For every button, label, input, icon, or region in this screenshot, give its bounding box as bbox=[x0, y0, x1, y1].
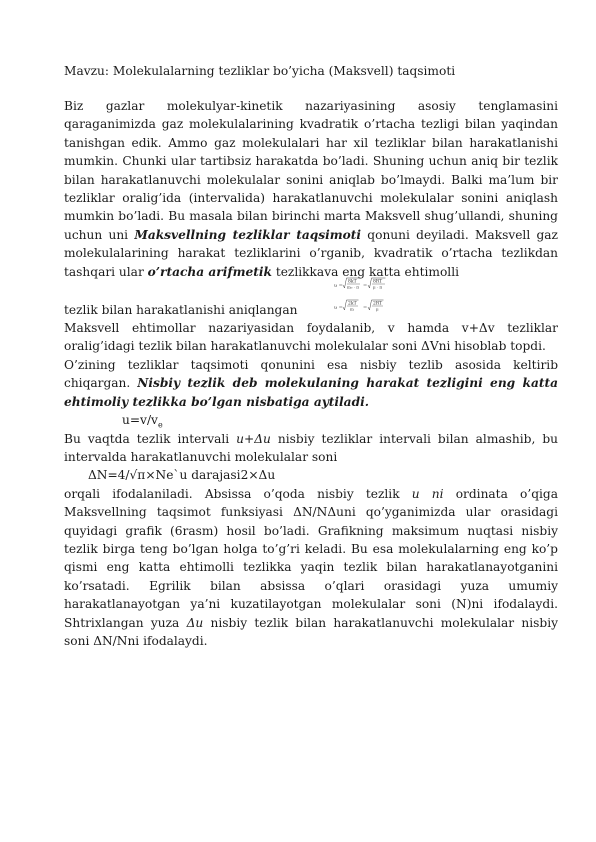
document-title: Mavzu: Molekulalarning tezliklar bo’yicha (Maksvell) taqsimoti bbox=[64, 64, 456, 78]
paragraph-interval bbox=[64, 430, 558, 467]
formula-relative-velocity bbox=[64, 411, 558, 429]
f1-den2: μ · π bbox=[373, 284, 383, 290]
graph-italic-2: Δu bbox=[186, 615, 204, 630]
f1-num2: 8RT bbox=[373, 279, 383, 285]
paragraph-graph-description bbox=[64, 485, 558, 651]
interval-text-2: nisbiy tezliklar intervali bilan almashib, bu intervalda harakatlanuvchi molekulalar soni bbox=[64, 431, 558, 464]
intro-text-1: Biz gazlar molekulyar-kinetik nazariyasining asosiy tenglamasini qaraganimizda gaz molekulalarining kvadratik o’rtacha tezligi bilan yaqindan tanishgan edik. Ammo gaz molekulalari har xil tezliklar bilan harakatlanishi mumkin. Chunki ular tartibsiz harakatda bo’ladi. Shuning uchun aniq bir tezlik bilan harakatlanuvchi molekulalar sonini aniqlab bo’lmaydi. Balki ma’lum bir tezliklar oralig’ida (intervalida) harakatlanuvchi molekulalar sonini aniqlash mumkin bo’ladi. Bu masala bilan birinchi marta Maksvell shug’ullandi, shuning uchun uni bbox=[64, 99, 558, 242]
graph-text-1: orqali ifodalaniladi. Absissa o’qoda nisbiy tezlik bbox=[64, 486, 412, 501]
f2-eq: = bbox=[363, 305, 368, 312]
interval-italic-1: u+Δu bbox=[236, 431, 271, 446]
f2-left: υ = bbox=[334, 305, 343, 312]
f1-num1: 8kT bbox=[348, 279, 357, 285]
formula1-main: u=v/v bbox=[122, 413, 158, 428]
relative-text-1: O’zining tezliklar taqsimoti qonunini esa nisbiy tezlib asosida keltirib chiqargan. bbox=[64, 357, 558, 391]
paragraph-intro bbox=[64, 97, 558, 281]
relative-bold-definition: Nisbiy tezlik deb molekulaning harakat tezligini eng katta ehtimoliy tezlikka bo’lgan nisbatiga aytiladi. bbox=[64, 376, 558, 409]
f1-den1: m₀ · π bbox=[347, 284, 359, 290]
paragraph-maxwell-probability: Maksvell ehtimollar nazariyasidan foydalanib, v hamda v+Δv tezliklar oralig’idagi tezlik bilan harakatlanuvchi molekulalar soni ΔVni hisoblab topdi. bbox=[64, 321, 558, 354]
formula-row-velocities bbox=[64, 281, 558, 319]
f2-num2: 2RT bbox=[373, 301, 383, 307]
graph-text-2: ordinata o’qiga Maksvellning taqsimot funksiyasi ΔN/NΔuni qo’yganimizda ular orasidagi quyidagi grafik (6rasm) hosil bo’ladi. Grafikning maksimum nuqtasi nisbiy tezlik birga teng bo’lgan holga to’g’ri keladi. Bu esa molekulalarning eng ko’p qismi eng katta ehtimolli tezlikka yaqin tezlik bilan harakatlanayotganini ko’rsatadi. Egrilik bilan absissa o’qlari orasidagi yuza umumiy harakatlanayotgan ya’ni kuzatilayotgan molekulalar soni (N)ni ifodalaydi. Shtrixlangan yuza bbox=[64, 486, 558, 630]
f1-eq: = bbox=[363, 283, 368, 290]
interval-text-1: Bu vaqtda tezlik intervali bbox=[64, 431, 237, 446]
paragraph-relative-velocity bbox=[64, 356, 558, 411]
intro-text-4: tezlik bilan harakatlanishi aniqlangan bbox=[64, 302, 298, 317]
formula1-subscript: e bbox=[157, 420, 163, 430]
f2-num1: 2kT bbox=[348, 301, 357, 307]
formula-molecule-count: ΔN=4/√π×Ne`u darajasi2×Δu bbox=[88, 468, 276, 483]
intro-text-3: tezlikkava eng katta ehtimolli bbox=[271, 264, 459, 279]
f2-den2: μ bbox=[376, 306, 379, 312]
f1-left: υ = bbox=[334, 283, 343, 290]
graph-italic-1: u ni bbox=[411, 486, 444, 501]
intro-bold-term-1: Maksvellning tezliklar taqsimoti bbox=[134, 227, 362, 242]
graph-text-3: nisbiy tezlik bilan harakatlanuvchi molekulalar nisbiy soni ΔN/Nni ifodalaydi. bbox=[64, 615, 559, 648]
intro-bold-term-2: o’rtacha arifmetik bbox=[147, 264, 272, 279]
document-body bbox=[64, 97, 558, 650]
intro-text-2: qonuni deyiladi. Maksvell gaz molekulalarining harakat tezliklarini o’rganib, kvadratik o’rtacha tezlikdan tashqari ular bbox=[64, 227, 558, 279]
f2-den1: m bbox=[350, 306, 354, 312]
velocity-formula-image bbox=[334, 275, 404, 317]
